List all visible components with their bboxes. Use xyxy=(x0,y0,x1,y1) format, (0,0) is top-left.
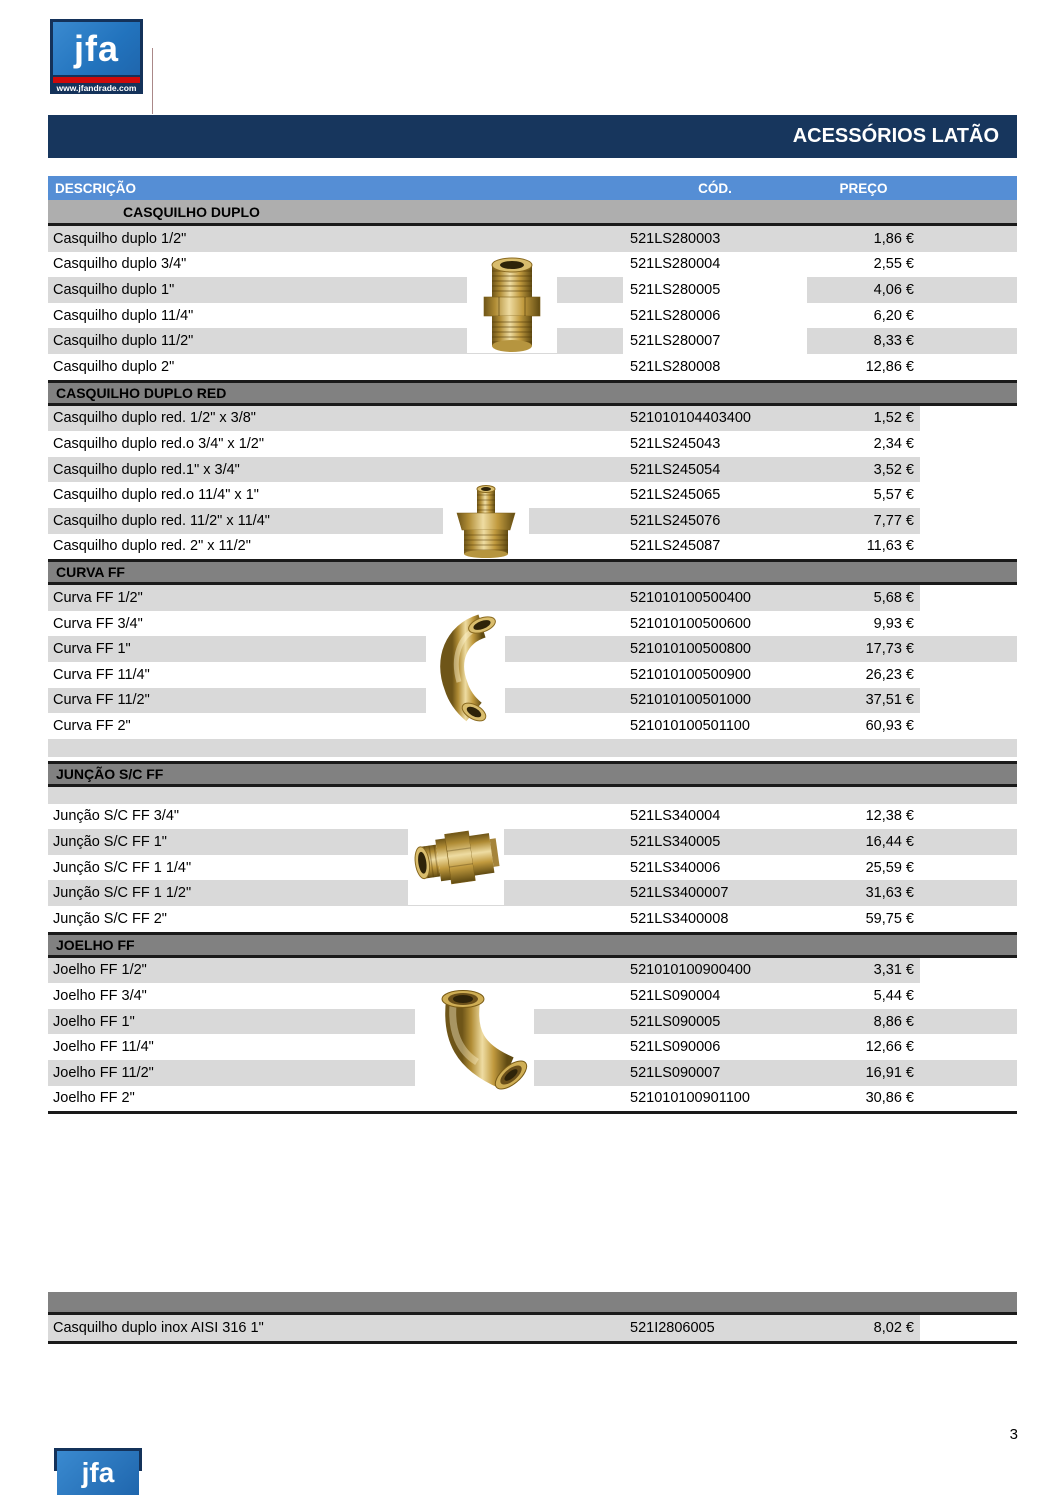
cell-tail xyxy=(920,508,1017,534)
cell-preco: 17,73 € xyxy=(807,636,920,662)
cell-tail xyxy=(920,1060,1017,1086)
product-photo-brass-reducing-nipple xyxy=(443,483,529,558)
cell-codigo: 521LS3400007 xyxy=(623,880,807,906)
cell-descricao: Casquilho duplo inox AISI 316 1" xyxy=(48,1315,623,1341)
table-row xyxy=(48,662,1017,688)
cell-codigo: 521010100900400 xyxy=(623,958,807,984)
cell-descricao: Joelho FF 1" xyxy=(48,1009,623,1035)
table-row xyxy=(48,585,1017,611)
cell-descricao: Curva FF 2" xyxy=(53,717,131,734)
cell-descricao: Casquilho duplo red. 11/2" x 11/4" xyxy=(48,508,623,534)
cell-codigo: 521LS280004 xyxy=(630,256,721,273)
inox-section-band xyxy=(48,1292,1017,1315)
table-row xyxy=(48,713,1017,739)
header-divider-line xyxy=(152,48,153,114)
cell-preco: 16,91 € xyxy=(807,1060,920,1086)
column-header-cod: CÓD. xyxy=(698,180,732,196)
cell-preco: 30,86 € xyxy=(865,1090,914,1107)
inox-table-bottom-border xyxy=(48,1341,1017,1344)
cell-codigo: 521LS280007 xyxy=(630,333,721,350)
cell-tail xyxy=(920,829,1017,855)
cell-descricao: Casquilho duplo red. 2" x 11/2" xyxy=(53,538,251,555)
cell-codigo: 521LS090007 xyxy=(623,1060,807,1086)
cell-descricao: Curva FF 11/4" xyxy=(53,666,150,683)
product-photo-brass-hex-nipple xyxy=(467,253,557,353)
cell-preco: 8,86 € xyxy=(807,1009,920,1035)
table-row xyxy=(48,534,1017,560)
cell-preco: 5,68 € xyxy=(807,585,920,611)
cell-tail xyxy=(920,688,1017,714)
cell-tail xyxy=(920,354,1017,380)
cell-descricao: Curva FF 11/2" xyxy=(48,688,623,714)
cell-codigo: 521LS245087 xyxy=(630,538,721,555)
cell-tail xyxy=(920,855,1017,881)
cell-preco: 31,63 € xyxy=(807,880,920,906)
cell-descricao: Curva FF 3/4" xyxy=(53,615,143,632)
table-column-header xyxy=(48,176,1017,200)
cell-codigo: 521010100500600 xyxy=(630,615,751,632)
cell-descricao: Junção S/C FF 3/4" xyxy=(53,808,180,825)
cell-preco: 16,44 € xyxy=(807,829,920,855)
cell-tail xyxy=(920,906,1017,932)
cell-preco xyxy=(807,739,920,757)
cell-descricao: Curva FF 1" xyxy=(48,636,623,662)
column-header-tail xyxy=(920,176,1017,200)
spacer-row xyxy=(48,757,1017,761)
table-row xyxy=(48,906,1017,932)
table-row xyxy=(48,829,1017,855)
cell-descricao: Junção S/C FF 1" xyxy=(48,829,623,855)
cell-codigo: 521010100901100 xyxy=(630,1090,750,1107)
cell-tail xyxy=(920,1086,1017,1112)
cell-tail xyxy=(920,1009,1017,1035)
table-row xyxy=(48,855,1017,881)
cell-tail xyxy=(920,636,1017,662)
table-row xyxy=(48,611,1017,637)
cell-codigo: 521LS090006 xyxy=(630,1039,721,1056)
cell-codigo xyxy=(623,757,807,761)
cell-preco: 59,75 € xyxy=(865,910,914,927)
cell-preco: 26,23 € xyxy=(865,666,914,683)
table-row xyxy=(48,482,1017,508)
table-row xyxy=(48,804,1017,830)
table-row xyxy=(48,636,1017,662)
cell-tail xyxy=(920,252,1017,278)
cell-tail xyxy=(920,406,1017,432)
cell-descricao: Joelho FF 1/2" xyxy=(48,958,623,984)
cell-tail xyxy=(920,958,1017,984)
cell-tail xyxy=(920,739,1017,757)
cell-preco: 7,77 € xyxy=(807,508,920,534)
cell-codigo: 521LS280003 xyxy=(623,226,807,252)
cell-codigo xyxy=(623,739,807,757)
cell-codigo: 521LS280008 xyxy=(630,358,721,375)
table-row xyxy=(48,226,1017,252)
cell-descricao: Junção S/C FF 2" xyxy=(53,910,167,927)
cell-tail xyxy=(920,328,1017,354)
cell-tail xyxy=(920,787,1017,804)
cell-preco: 1,86 € xyxy=(807,226,920,252)
title-bar xyxy=(48,115,1017,158)
cell-descricao: Casquilho duplo 11/2" xyxy=(48,328,623,354)
table-row xyxy=(48,406,1017,432)
table-row xyxy=(48,431,1017,457)
cell-tail xyxy=(920,757,1017,761)
cell-codigo: 521010104403400 xyxy=(623,406,807,432)
cell-preco: 3,52 € xyxy=(807,457,920,483)
product-photo-brass-curve-ff xyxy=(426,612,505,722)
cell-codigo: 521010100500900 xyxy=(630,666,751,683)
cell-codigo: 521010100501000 xyxy=(623,688,807,714)
table-row xyxy=(48,354,1017,380)
cell-preco: 2,34 € xyxy=(873,435,914,452)
table-bottom-border xyxy=(48,1111,1017,1114)
page-number: 3 xyxy=(1009,1426,1018,1443)
cell-codigo xyxy=(623,787,807,804)
section-header: CASQUILHO DUPLO xyxy=(48,200,1017,226)
cell-descricao: Casquilho duplo red. 1/2" x 3/8" xyxy=(48,406,623,432)
cell-tail xyxy=(920,457,1017,483)
cell-codigo: 521LS340004 xyxy=(630,808,721,825)
cell-descricao: Curva FF 1/2" xyxy=(48,585,623,611)
cell-preco: 12,86 € xyxy=(865,358,914,375)
section-header: JUNÇÃO S/C FF xyxy=(48,761,1017,787)
table-row xyxy=(48,508,1017,534)
cell-descricao: Casquilho duplo 3/4" xyxy=(53,256,187,273)
table-row xyxy=(48,457,1017,483)
cell-tail xyxy=(920,585,1017,611)
spacer-row xyxy=(48,739,1017,757)
cell-codigo: 521LS245076 xyxy=(623,508,807,534)
inox-table xyxy=(48,1292,1017,1344)
cell-tail xyxy=(920,226,1017,252)
cell-tail xyxy=(920,880,1017,906)
cell-preco: 25,59 € xyxy=(865,859,914,876)
cell-preco: 37,51 € xyxy=(807,688,920,714)
cell-codigo: 521010100501100 xyxy=(630,717,750,734)
section-header: CASQUILHO DUPLO RED xyxy=(48,380,1017,406)
logo-text: jfa xyxy=(73,27,119,69)
cell-descricao: Casquilho duplo red.1" x 3/4" xyxy=(48,457,623,483)
cell-preco: 8,33 € xyxy=(807,328,920,354)
table-row xyxy=(48,688,1017,714)
cell-preco: 60,93 € xyxy=(865,717,914,734)
cell-preco: 12,66 € xyxy=(865,1039,914,1056)
footer-logo-blue-box xyxy=(57,1451,139,1495)
cell-preco: 12,38 € xyxy=(865,808,914,825)
cell-codigo: 521LS245054 xyxy=(623,457,807,483)
cell-tail xyxy=(920,1034,1017,1060)
cell-codigo: 521010100500800 xyxy=(623,636,807,662)
cell-codigo: 521LS090005 xyxy=(623,1009,807,1035)
cell-descricao: Junção S/C FF 1 1/4" xyxy=(53,859,192,876)
cell-tail xyxy=(920,611,1017,637)
cell-preco: 5,44 € xyxy=(873,988,914,1005)
cell-descricao: Joelho FF 2" xyxy=(53,1090,135,1107)
logo-url: www.jfandrade.com xyxy=(56,83,137,93)
cell-codigo: 521I2806005 xyxy=(623,1315,807,1341)
cell-preco: 4,06 € xyxy=(807,277,920,303)
cell-codigo: 521LS340005 xyxy=(623,829,807,855)
section-header: CURVA FF xyxy=(48,559,1017,585)
cell-codigo: 521LS340006 xyxy=(630,859,721,876)
logo-blue-box xyxy=(53,22,140,75)
cell-descricao: Casquilho duplo red.o 3/4" x 1/2" xyxy=(53,435,265,452)
cell-preco xyxy=(807,757,920,761)
cell-tail xyxy=(920,277,1017,303)
cell-preco: 8,02 € xyxy=(807,1315,920,1341)
company-logo xyxy=(50,19,143,94)
table-row xyxy=(48,880,1017,906)
cell-tail xyxy=(920,662,1017,688)
cell-tail xyxy=(920,983,1017,1009)
cell-codigo: 521LS245043 xyxy=(630,435,721,452)
footer-logo-partial xyxy=(54,1448,142,1488)
cell-codigo: 521010100500400 xyxy=(623,585,807,611)
cell-tail xyxy=(920,1315,1017,1341)
cell-codigo: 521LS280006 xyxy=(630,307,721,324)
cell-descricao xyxy=(48,739,623,757)
cell-preco: 2,55 € xyxy=(873,256,914,273)
cell-descricao: Casquilho duplo 2" xyxy=(53,358,175,375)
cell-codigo: 521LS090004 xyxy=(630,988,721,1005)
cell-tail xyxy=(920,534,1017,560)
footer-logo-text: jfa xyxy=(81,1457,115,1488)
section-header: JOELHO FF xyxy=(48,932,1017,958)
cell-descricao: Junção S/C FF 1 1/2" xyxy=(48,880,623,906)
product-photo-brass-elbow-ff xyxy=(415,985,534,1095)
cell-descricao: Casquilho duplo 11/4" xyxy=(53,307,194,324)
cell-preco: 1,52 € xyxy=(807,406,920,432)
cell-preco xyxy=(807,787,920,804)
cell-preco: 3,31 € xyxy=(807,958,920,984)
cell-codigo: 521LS280005 xyxy=(630,281,721,298)
column-header-preco: PREÇO xyxy=(839,180,888,196)
table-row xyxy=(48,958,1017,984)
cell-preco: 5,57 € xyxy=(873,487,914,504)
cell-descricao xyxy=(48,757,623,761)
cell-descricao: Joelho FF 3/4" xyxy=(53,988,147,1005)
cell-descricao: Joelho FF 11/2" xyxy=(48,1060,623,1086)
cell-preco: 11,63 € xyxy=(866,538,914,555)
cell-descricao: Casquilho duplo 1" xyxy=(48,277,623,303)
cell-tail xyxy=(920,431,1017,457)
product-photo-brass-union xyxy=(408,812,504,905)
cell-codigo: 521LS3400008 xyxy=(630,910,729,927)
cell-descricao xyxy=(48,787,623,804)
cell-codigo: 521LS245065 xyxy=(630,487,721,504)
cell-tail xyxy=(920,482,1017,508)
cell-preco: 9,93 € xyxy=(873,615,914,632)
cell-tail xyxy=(920,303,1017,329)
table-row xyxy=(48,1315,1017,1341)
cell-preco: 6,20 € xyxy=(873,307,914,324)
cell-tail xyxy=(920,713,1017,739)
cell-descricao: Casquilho duplo 1/2" xyxy=(48,226,623,252)
spacer-row xyxy=(48,787,1017,804)
cell-tail xyxy=(920,804,1017,830)
cell-descricao: Joelho FF 11/4" xyxy=(53,1039,154,1056)
cell-descricao: Casquilho duplo red.o 11/4" x 1" xyxy=(53,487,259,504)
column-header-descricao: DESCRIÇÃO xyxy=(55,180,137,196)
page-title: ACESSÓRIOS LATÃO xyxy=(792,125,999,147)
